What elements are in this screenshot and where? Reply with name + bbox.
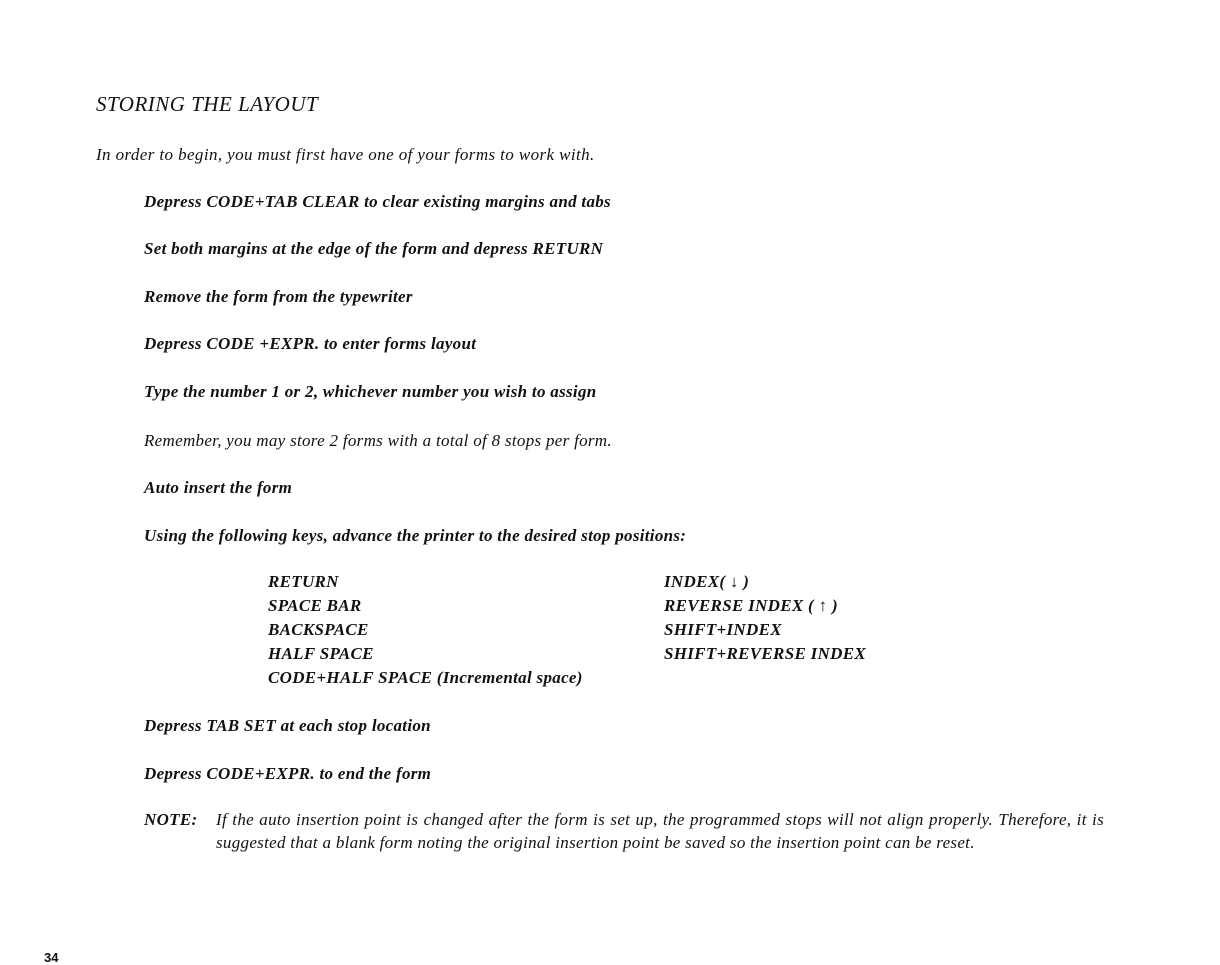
intro-text: In order to begin, you must first have one of your forms to work with. [96,145,595,164]
down-arrow-icon: ↓ [729,572,739,591]
key-reverse-index [664,594,838,618]
note-label: NOTE: [144,810,198,829]
key-list [268,570,968,690]
note-text: If the auto insertion point is changed after the form is set up, the programmed stops will not align properly. Therefore, it is suggested that a blank form noting the original insertion point be saved so the insertion point can be reset. [216,810,1104,852]
key-shift-index: SHIFT+INDEX [664,620,782,639]
up-arrow-icon: ↑ [818,596,828,615]
page-number: 34 [44,950,59,965]
step-auto-insert: Auto insert the form [144,478,293,497]
step-type-number: Type the number 1 or 2, whichever number you wish to assign [144,382,597,401]
key-code-half-space: CODE+HALF SPACE (Incremental space) [268,668,583,687]
step-enter-layout: Depress CODE +EXPR. to enter forms layout [144,334,477,353]
step-tab-set: Depress TAB SET at each stop location [144,716,431,735]
key-space-bar: SPACE BAR [268,596,362,615]
key-backspace: BACKSPACE [268,620,369,639]
key-index-close: ) [743,572,750,591]
step-set-margins: Set both margins at the edge of the form and depress RETURN [144,239,604,258]
key-reverse-index-close: ) [831,596,838,615]
step-remove-form: Remove the form from the typewriter [144,287,413,306]
key-return: RETURN [268,572,339,591]
step-clear-margins: Depress CODE+TAB CLEAR to clear existing margins and tabs [144,192,611,211]
reminder-text: Remember, you may store 2 forms with a total of 8 stops per form. [144,431,612,450]
key-index-label: INDEX( [664,572,726,591]
key-reverse-index-label: REVERSE INDEX ( [664,596,814,615]
step-advance-printer: Using the following keys, advance the printer to the desired stop positions: [144,526,687,545]
step-end-form: Depress CODE+EXPR. to end the form [144,764,432,783]
key-index [664,570,749,594]
key-shift-reverse-index: SHIFT+REVERSE INDEX [664,644,866,663]
section-heading: STORING THE LAYOUT [96,92,319,116]
key-half-space: HALF SPACE [268,644,374,663]
